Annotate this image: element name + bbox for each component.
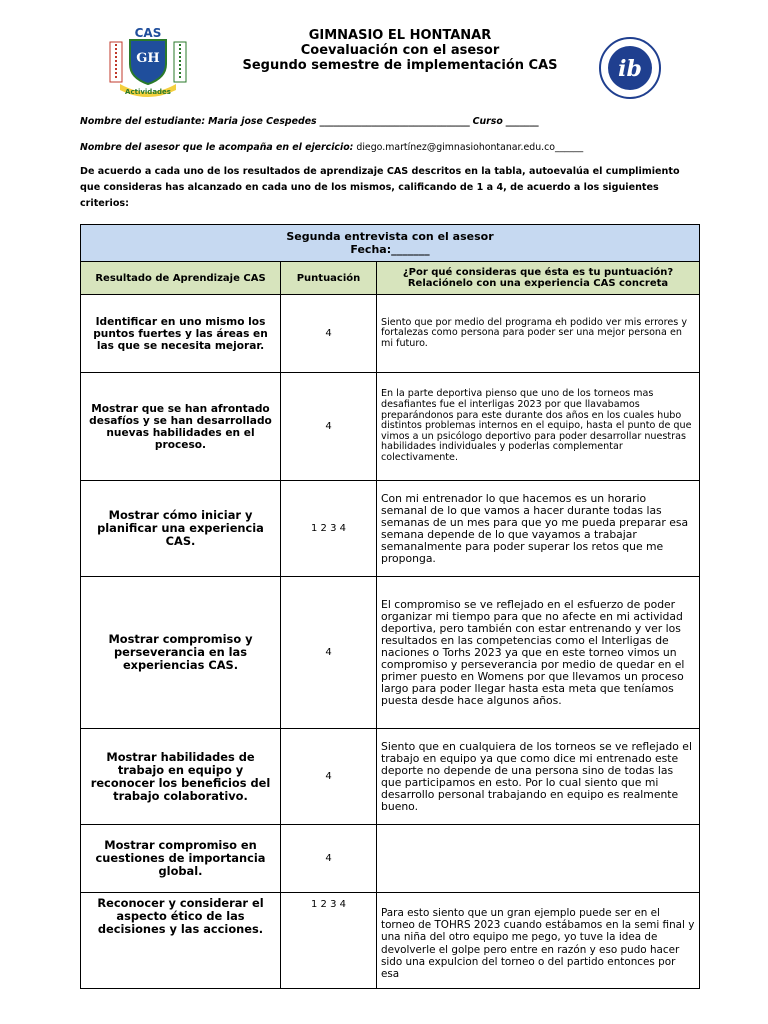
advisor-line [80, 142, 583, 153]
course-field[interactable]: _______ [505, 116, 539, 127]
student-label: Nombre del estudiante: [80, 116, 206, 127]
outcome-cell: Reconocer y considerar el aspecto ético de las decisiones y las acciones. [81, 893, 281, 989]
outcome-cell: Mostrar compromiso en cuestiones de importancia global. [81, 825, 281, 893]
table-row [81, 481, 700, 577]
student-name[interactable]: Maria jose Cespedes [208, 116, 317, 127]
reason-cell[interactable]: En la parte deportiva pienso que uno de los torneos mas desafiantes fue el interligas 2023 por que llavabamos preparándonos para este durante dos años en los cuales hubo distintos problemas internos en el equipo, hasta el punto de que vimos a un psicólogo deportivo para poder desarrollar nuestras habilidades individuales y poderlas complementar colectivamente. [377, 373, 700, 481]
school-name: GIMNASIO EL HONTANAR [308, 28, 492, 43]
table-row [81, 295, 700, 373]
ib-logo [598, 36, 662, 100]
cas-logo [104, 24, 192, 100]
document-titles [200, 28, 600, 73]
svg-text:GH: GH [136, 51, 160, 66]
score-cell[interactable]: 1 2 3 4 [281, 481, 377, 577]
student-blank: ________________________________ [319, 116, 470, 127]
reason-cell[interactable]: Siento que por medio del programa eh podido ver mis errores y fortalezas como persona para poder ser una mejor persona en mi futuro. [377, 295, 700, 373]
score-cell[interactable]: 4 [281, 295, 377, 373]
table-row [81, 729, 700, 825]
column-header-score: Puntuación [281, 262, 377, 295]
evaluation-table [80, 224, 700, 989]
score-cell[interactable]: 4 [281, 373, 377, 481]
table-row [81, 825, 700, 893]
svg-text:CAS: CAS [134, 26, 162, 40]
table-title-cell [81, 225, 700, 262]
reason-cell[interactable]: Con mi entrenador lo que hacemos es un horario semanal de lo que vamos a hacer durante todas las semanas de un mes para que yo me pueda preparar esa semana depende de lo que vayamos a trabajar semanalmente para poder superar los retos que me proponga. [377, 481, 700, 577]
score-cell[interactable]: 4 [281, 577, 377, 729]
score-cell[interactable]: 4 [281, 825, 377, 893]
reason-cell[interactable] [377, 825, 700, 893]
svg-text:ib: ib [618, 56, 642, 82]
course-label: Curso [472, 116, 503, 127]
interview-title: Segunda entrevista con el asesor [286, 230, 494, 243]
table-row [81, 373, 700, 481]
score-cell[interactable]: 1 2 3 4 [281, 893, 377, 989]
outcome-cell: Mostrar que se han afrontado desafíos y se han desarrollado nuevas habilidades en el proceso. [81, 373, 281, 481]
score-cell[interactable]: 4 [281, 729, 377, 825]
outcome-cell: Identificar en uno mismo los puntos fuertes y las áreas en las que se necesita mejorar. [81, 295, 281, 373]
outcome-cell: Mostrar compromiso y perseverancia en las experiencias CAS. [81, 577, 281, 729]
outcome-cell: Mostrar habilidades de trabajo en equipo y reconocer los beneficios del trabajo colaborativo. [81, 729, 281, 825]
outcome-cell: Mostrar cómo iniciar y planificar una experiencia CAS. [81, 481, 281, 577]
table-row [81, 893, 700, 989]
column-header-reason: ¿Por qué consideras que ésta es tu puntuación? Relaciónelo con una experiencia CAS concreta [377, 262, 700, 295]
student-line [80, 116, 539, 127]
advisor-email[interactable]: diego.martínez@gimnasiohontanar.edu.co______ [356, 142, 584, 153]
column-header-outcome: Resultado de Aprendizaje CAS [81, 262, 281, 295]
interview-date[interactable]: Fecha:_______ [350, 243, 430, 256]
document-header [0, 24, 768, 104]
table-row [81, 577, 700, 729]
advisor-label: Nombre del asesor que le acompaña en el ejercicio: [80, 142, 354, 153]
semester-title: Segundo semestre de implementación CAS [242, 58, 558, 73]
instructions: De acuerdo a cada uno de los resultados de aprendizaje CAS descritos en la tabla, autoevalúa el cumplimiento que consideras has alcanzado en cada uno de los mismos, calificando de 1 a 4, de acuerdo a los siguientes criterios: [80, 166, 680, 209]
reason-cell[interactable]: Siento que en cualquiera de los torneos se ve reflejado el trabajo en equipo ya que como dice mi entrenado este deporte no depende de una persona sino de todas las que participamos en esto. Por lo cual siento que mi desarrollo personal trabajando en equipo es realmente bueno. [377, 729, 700, 825]
reason-cell[interactable]: El compromiso se ve reflejado en el esfuerzo de poder organizar mi tiempo para que no afecte en mi actividad deportiva, pero también con estar entrenando y ver los resultados en las competencias como el Interligas de naciones o Torhs 2023 ya que en este torneo vimos un compromiso y perseverancia por medio de quedar en el primer puesto en Womens por que llevamos un proceso largo para poder llegar hasta esta meta que teníamos puesta desde hace algunos años. [377, 577, 700, 729]
svg-text:Actividades: Actividades [125, 88, 171, 96]
reason-cell[interactable]: Para esto siento que un gran ejemplo puede ser en el torneo de TOHRS 2023 cuando estábamos en la semi final y una niña del otro equipo me pego, yo tuve la idea de devolverle el golpe pero entre en razón y eso pudo hacer sido una expulcion del torneo o del partido entonces por esa [377, 893, 700, 989]
evaluation-title: Coevaluación con el asesor [300, 43, 500, 58]
